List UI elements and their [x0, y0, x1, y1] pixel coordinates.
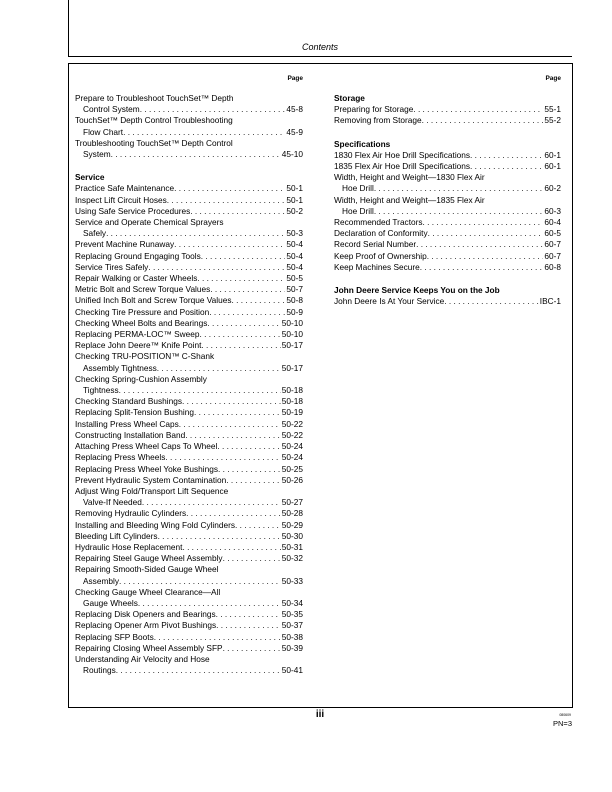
dot-leader — [165, 452, 280, 463]
toc-entry-title: Repairing Closing Wheel Assembly SFP — [75, 642, 223, 653]
toc-entry-page: 50-18 — [281, 385, 303, 396]
toc-entry-title: Hoe Drill — [342, 205, 374, 216]
toc-entry-page: 50-25 — [281, 463, 303, 474]
toc-entry-page: 50-24 — [281, 441, 303, 452]
toc-entry — [75, 307, 303, 318]
toc-entry-page: 45-9 — [286, 126, 303, 137]
page-header-title: Contents — [301, 42, 339, 52]
toc-entry-title: Assembly — [83, 575, 119, 586]
toc-entry-line — [75, 665, 303, 676]
toc-entry-title: Checking Wheel Bolts and Bearings — [75, 317, 208, 328]
toc-entry — [334, 262, 561, 273]
dot-leader — [428, 228, 544, 239]
toc-entry-page: 50-1 — [286, 183, 303, 194]
toc-entry-page: 60-4 — [544, 217, 561, 228]
dot-leader — [174, 239, 285, 250]
dot-leader — [119, 385, 281, 396]
toc-entry-page: 50-29 — [281, 519, 303, 530]
toc-entry — [75, 542, 303, 553]
dot-leader — [444, 296, 539, 307]
toc-entry-page: 50-41 — [281, 665, 303, 676]
toc-entry — [75, 654, 303, 676]
toc-entry-title: Repairing Steel Gauge Wheel Assembly — [75, 553, 223, 564]
dot-leader — [119, 576, 281, 587]
toc-entry-page: 45-8 — [286, 104, 303, 115]
toc-entry-page: 50-35 — [281, 609, 303, 620]
toc-entry-title: Hydraulic Hose Replacement — [75, 541, 183, 552]
dot-leader — [216, 620, 281, 631]
toc-entry — [75, 486, 303, 508]
toc-entry — [334, 115, 561, 126]
page-column-label: Page — [545, 75, 561, 82]
toc-entry-title: Repair Walking or Caster Wheels — [75, 273, 198, 284]
toc-entry-line — [75, 598, 303, 609]
dot-leader — [194, 407, 281, 418]
toc-list-left — [75, 93, 303, 676]
toc-entry-title: Assembly Tightness — [83, 362, 157, 373]
toc-entry — [75, 430, 303, 441]
toc-entry — [75, 262, 303, 273]
toc-entry — [75, 553, 303, 564]
toc-entry-title: Understanding Air Velocity and Hose — [75, 653, 210, 664]
toc-entry — [75, 340, 303, 351]
toc-entry — [75, 206, 303, 217]
toc-entry — [75, 620, 303, 631]
toc-entry-title: 1830 Flex Air Hoe Drill Specifications — [334, 149, 471, 160]
dot-leader — [154, 632, 281, 643]
toc-entry-title: Prevent Hydraulic System Contamination — [75, 474, 227, 485]
toc-entry-page: 60-1 — [544, 149, 561, 160]
dot-leader — [148, 262, 285, 273]
toc-entry-title: Checking TRU-POSITION™ C-Shank — [75, 351, 215, 362]
section-heading: John Deere Service Keeps You on the Job — [334, 285, 500, 296]
toc-entry-page: 50-4 — [286, 250, 303, 261]
toc-entry-title: Replacing Ground Engaging Tools — [75, 250, 201, 261]
toc-entry-page: 55-2 — [544, 115, 561, 126]
toc-entry — [334, 251, 561, 262]
toc-entry-title: Checking Standard Bushings — [75, 396, 183, 407]
toc-entry-page: 50-4 — [286, 261, 303, 272]
toc-entry-page: IBC-1 — [539, 296, 561, 307]
toc-entry — [75, 643, 303, 654]
toc-entry-page: 55-1 — [544, 104, 561, 115]
dot-leader — [374, 206, 544, 217]
toc-entry-line — [75, 104, 303, 115]
dot-leader — [116, 665, 281, 676]
toc-entry-title: Constructing Installation Band — [75, 429, 186, 440]
toc-entry — [75, 632, 303, 643]
toc-entry — [75, 475, 303, 486]
dot-leader — [182, 542, 280, 553]
toc-entry — [75, 508, 303, 519]
toc-entry — [75, 564, 303, 586]
toc-entry — [75, 396, 303, 407]
toc-entry-line — [334, 206, 561, 217]
toc-entry — [75, 138, 303, 160]
contents-column-right — [334, 73, 561, 307]
toc-entry-title: Inspect Lift Circuit Hoses — [75, 194, 167, 205]
toc-entry-title: Service and Operate Chemical Sprayers — [75, 217, 224, 228]
toc-entry-title: Replacing Disk Openers and Bearings — [75, 609, 216, 620]
toc-entry-title: Width, Height and Weight—1835 Flex Air — [334, 194, 485, 205]
dot-leader — [470, 161, 543, 172]
toc-entry-line — [334, 183, 561, 194]
toc-entry-title: Replacing Press Wheel Yoke Bushings — [75, 463, 218, 474]
toc-entry-page: 50-38 — [281, 631, 303, 642]
toc-entry-page: 60-8 — [544, 261, 561, 272]
dot-leader — [210, 284, 285, 295]
toc-entry-page: 50-19 — [281, 407, 303, 418]
toc-entry-title: Flow Chart — [83, 126, 124, 137]
dot-leader — [374, 183, 544, 194]
toc-entry — [75, 93, 303, 115]
toc-entry-page: 50-22 — [281, 429, 303, 440]
dot-leader — [140, 104, 286, 115]
toc-entry-title: John Deere Is At Your Service — [334, 296, 445, 307]
dot-leader — [182, 396, 281, 407]
toc-entry-title: Installing and Bleeding Wing Fold Cylinders — [75, 519, 236, 530]
toc-entry-page: 50-17 — [281, 362, 303, 373]
toc-entry-page: 50-27 — [281, 497, 303, 508]
toc-entry — [75, 183, 303, 194]
toc-entry — [75, 273, 303, 284]
toc-entry-title: Gauge Wheels — [83, 597, 138, 608]
toc-entry-page: 50-8 — [286, 295, 303, 306]
toc-entry — [334, 104, 561, 115]
toc-entry — [75, 464, 303, 475]
toc-entry-page: 50-39 — [281, 642, 303, 653]
toc-entry-page: 50-9 — [286, 306, 303, 317]
toc-entry-title: Record Serial Number — [334, 239, 417, 250]
toc-entry-page: 50-34 — [281, 597, 303, 608]
dot-leader — [201, 340, 280, 351]
dot-leader — [423, 217, 544, 228]
toc-entry-title: Replacing Opener Arm Pivot Bushings — [75, 620, 217, 631]
print-code: 080609 — [559, 713, 571, 717]
toc-entry-page: 50-10 — [281, 317, 303, 328]
dot-leader — [413, 104, 543, 115]
toc-entry-line — [75, 363, 303, 374]
dot-leader — [427, 251, 544, 262]
toc-entry-page: 50-33 — [281, 575, 303, 586]
dot-leader — [226, 475, 281, 486]
toc-entry-title: Hoe Drill — [342, 183, 374, 194]
toc-entry-title: TouchSet™ Depth Control Troubleshooting — [75, 115, 233, 126]
dot-leader — [217, 441, 280, 452]
pn-number: PN=3 — [553, 719, 572, 728]
frame-bottom-rule — [68, 707, 572, 708]
toc-entry-title: Safely — [83, 228, 107, 239]
toc-entry-title: Prepare to Troubleshoot TouchSet™ Depth — [75, 93, 234, 103]
toc-entry-page: 50-4 — [286, 239, 303, 250]
section-heading: Service — [75, 172, 105, 183]
toc-entry-title: Repairing Smooth-Sided Gauge Wheel — [75, 564, 219, 575]
dot-leader — [111, 149, 281, 160]
toc-entry-title: Recommended Tractors — [334, 217, 423, 228]
dot-leader — [158, 531, 281, 542]
header-rule — [68, 56, 572, 57]
section-heading: Storage — [334, 93, 365, 103]
dot-leader — [209, 307, 285, 318]
dot-leader — [223, 643, 281, 654]
dot-leader — [190, 206, 285, 217]
toc-entry-page: 60-7 — [544, 239, 561, 250]
toc-entry — [334, 239, 561, 250]
toc-entry — [334, 217, 561, 228]
toc-entry — [75, 284, 303, 295]
toc-entry-page: 50-26 — [281, 474, 303, 485]
toc-entry-title: Prevent Machine Runaway — [75, 239, 175, 250]
toc-entry-title: Removing Hydraulic Cylinders — [75, 508, 187, 519]
toc-entry-title: Replacing SFP Boots — [75, 631, 154, 642]
dot-leader — [470, 150, 543, 161]
toc-entry-line — [75, 385, 303, 396]
toc-entry-page: 45-10 — [281, 149, 303, 160]
toc-entry-page: 50-24 — [281, 452, 303, 463]
toc-entry-title: System — [83, 149, 111, 160]
toc-entry — [75, 295, 303, 306]
dot-leader — [185, 430, 281, 441]
toc-entry-page: 50-7 — [286, 284, 303, 295]
toc-entry — [75, 520, 303, 531]
toc-entry — [75, 239, 303, 250]
toc-entry-page: 60-7 — [544, 250, 561, 261]
section-heading: Specifications — [334, 138, 391, 149]
toc-entry-title: Replacing Press Wheels — [75, 452, 166, 463]
toc-entry — [334, 172, 561, 194]
toc-entry-page: 50-3 — [286, 228, 303, 239]
toc-entry-title: Replacing Split-Tension Bushing — [75, 407, 194, 418]
dot-leader — [174, 183, 285, 194]
toc-entry-page: 60-2 — [544, 183, 561, 194]
dot-leader — [167, 195, 286, 206]
toc-entry-title: Attaching Press Wheel Caps To Wheel — [75, 441, 218, 452]
toc-entry-title: Preparing for Storage — [334, 104, 414, 115]
toc-entry — [75, 407, 303, 418]
toc-entry-title: Replacing PERMA-LOC™ Sweep — [75, 329, 200, 340]
dot-leader — [218, 464, 281, 475]
toc-entry-page: 50-31 — [281, 541, 303, 552]
toc-entry — [75, 115, 303, 137]
toc-entry-title: Keep Machines Secure — [334, 261, 420, 272]
toc-entry-page: 60-3 — [544, 205, 561, 216]
dot-leader — [186, 508, 281, 519]
dot-leader — [223, 553, 281, 564]
toc-entry — [75, 374, 303, 396]
toc-entry-page: 60-5 — [544, 228, 561, 239]
toc-entry-title: Checking Gauge Wheel Clearance—All — [75, 586, 221, 597]
dot-leader — [207, 318, 280, 329]
toc-entry — [75, 452, 303, 463]
toc-entry — [334, 150, 561, 161]
dot-leader — [216, 609, 281, 620]
contents-column-left — [75, 73, 303, 676]
toc-entry-title: Adjust Wing Fold/Transport Lift Sequence — [75, 485, 229, 496]
toc-entry-title: Removing from Storage — [334, 115, 422, 126]
toc-entry-title: Bleeding Lift Cylinders — [75, 530, 158, 541]
toc-entry-page: 50-10 — [281, 329, 303, 340]
toc-entry — [75, 587, 303, 609]
toc-entry — [75, 318, 303, 329]
dot-leader — [420, 262, 544, 273]
toc-entry-title: Tightness — [83, 385, 119, 396]
toc-entry-page: 50-1 — [286, 194, 303, 205]
toc-entry — [75, 441, 303, 452]
toc-entry-title: Service Tires Safely — [75, 261, 149, 272]
toc-entry — [334, 228, 561, 239]
toc-entry-title: Troubleshooting TouchSet™ Depth Control — [75, 137, 233, 148]
toc-entry-page: 50-30 — [281, 530, 303, 541]
toc-entry-page: 50-17 — [281, 340, 303, 351]
dot-leader — [235, 520, 281, 531]
toc-entry-title: Control System — [83, 104, 140, 115]
toc-entry — [75, 251, 303, 262]
toc-entry — [75, 531, 303, 542]
dot-leader — [200, 329, 281, 340]
toc-entry-title: Using Safe Service Procedures — [75, 205, 191, 216]
toc-entry-title: Replace John Deere™ Knife Point — [75, 340, 202, 351]
dot-leader — [123, 127, 285, 138]
toc-entry-line — [75, 149, 303, 160]
toc-entry-title: Installing Press Wheel Caps — [75, 418, 179, 429]
toc-entry — [75, 419, 303, 430]
toc-entry-title: Practice Safe Maintenance — [75, 183, 175, 194]
toc-entry-page: 50-18 — [281, 396, 303, 407]
toc-entry — [75, 609, 303, 620]
toc-entry-title: Declaration of Conformity — [334, 228, 428, 239]
toc-list-right — [334, 93, 561, 307]
toc-entry — [75, 351, 303, 373]
toc-entry-title: Unified Inch Bolt and Screw Torque Values — [75, 295, 232, 306]
page-column-label: Page — [287, 75, 303, 82]
toc-entry — [334, 195, 561, 217]
toc-entry-page: 50-37 — [281, 620, 303, 631]
toc-entry-line — [75, 127, 303, 138]
dot-leader — [232, 295, 286, 306]
toc-entry-title: Keep Proof of Ownership — [334, 250, 427, 261]
toc-entry-title: Checking Tire Pressure and Position — [75, 306, 210, 317]
dot-leader — [197, 273, 285, 284]
toc-entry — [75, 217, 303, 239]
toc-entry — [75, 195, 303, 206]
toc-entry — [334, 296, 561, 307]
toc-entry-page: 50-22 — [281, 418, 303, 429]
toc-entry — [75, 329, 303, 340]
dot-leader — [138, 598, 281, 609]
toc-entry-title: Valve-If Needed — [83, 497, 142, 508]
toc-entry-page: 50-28 — [281, 508, 303, 519]
toc-entry-title: Checking Spring-Cushion Assembly — [75, 373, 207, 384]
page-number: iii — [315, 709, 325, 720]
dot-leader — [157, 363, 281, 374]
toc-entry-line — [75, 497, 303, 508]
toc-entry-page: 50-5 — [286, 273, 303, 284]
toc-entry-page: 50-2 — [286, 205, 303, 216]
dot-leader — [416, 239, 543, 250]
dot-leader — [179, 419, 281, 430]
dot-leader — [142, 497, 281, 508]
toc-entry-line — [75, 228, 303, 239]
toc-entry-page: 60-1 — [544, 161, 561, 172]
toc-entry-title: Routings — [83, 665, 116, 676]
toc-entry-title: 1835 Flex Air Hoe Drill Specifications — [334, 161, 471, 172]
toc-entry-line — [75, 576, 303, 587]
toc-entry-page: 50-32 — [281, 553, 303, 564]
dot-leader — [201, 251, 286, 262]
toc-entry-title: Metric Bolt and Screw Torque Values — [75, 284, 211, 295]
toc-entry-title: Width, Height and Weight—1830 Flex Air — [334, 172, 485, 183]
toc-entry — [334, 161, 561, 172]
dot-leader — [106, 228, 285, 239]
dot-leader — [422, 115, 544, 126]
